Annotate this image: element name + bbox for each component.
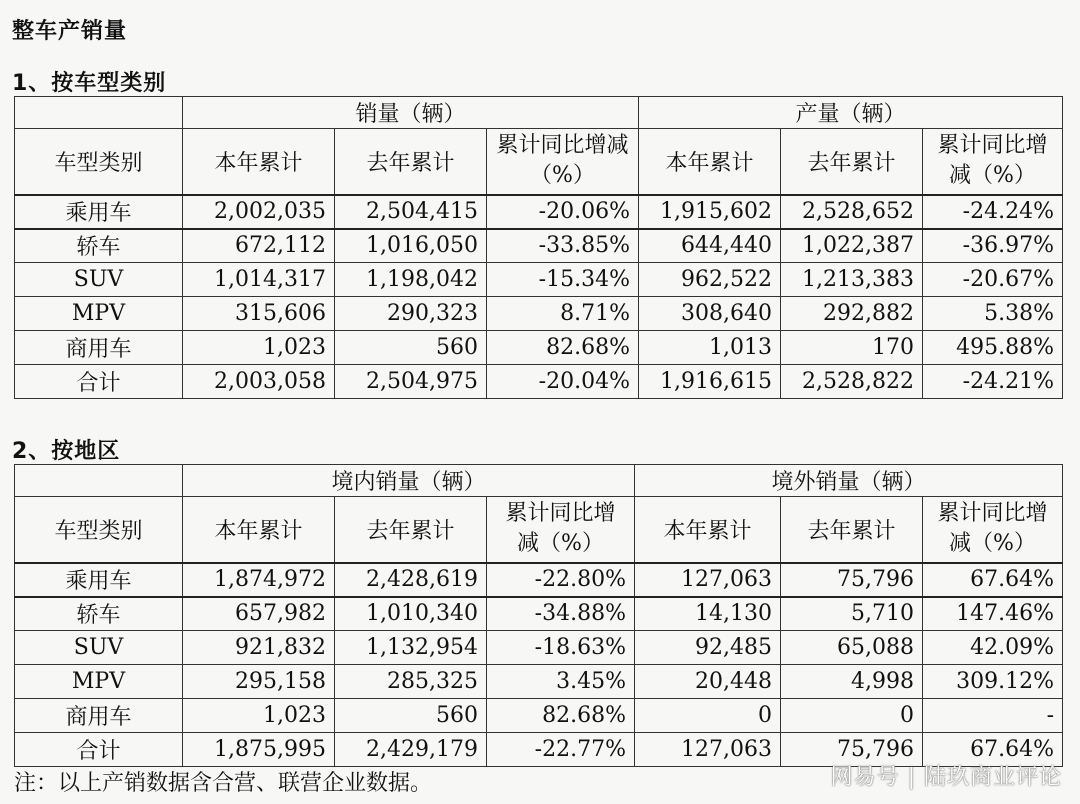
table-cell: 170 (781, 331, 923, 365)
section-title-by-region: 2、按地区 (12, 439, 121, 464)
table-cell: -15.34% (487, 263, 639, 297)
table-cell: 5,710 (781, 597, 923, 631)
table-cell: 2,429,179 (335, 733, 487, 767)
column-header: 去年累计 (781, 497, 923, 563)
column-header: 本年累计 (639, 129, 781, 195)
table-row (15, 665, 1063, 699)
table-cell: 2,003,058 (183, 365, 335, 399)
table-cell: 4,998 (781, 665, 923, 699)
table-cell: 65,088 (781, 631, 923, 665)
table-cell: 560 (335, 699, 487, 733)
table-cell: 147.46% (923, 597, 1063, 631)
table-cell: 1,875,995 (183, 733, 335, 767)
table-cell: 0 (781, 699, 923, 733)
header-blank (15, 97, 183, 129)
table-cell: -20.06% (487, 195, 639, 229)
table-cell: 309.12% (923, 665, 1063, 699)
table-cell: 290,323 (335, 297, 487, 331)
table-cell: 75,796 (781, 563, 923, 597)
row-label: 乘用车 (15, 195, 183, 229)
column-header: 本年累计 (183, 497, 335, 563)
table-row (15, 297, 1063, 331)
table-cell: 92,485 (635, 631, 781, 665)
row-label: 乘用车 (15, 563, 183, 597)
column-header: 累计同比增减（%） (923, 497, 1063, 563)
row-label: 轿车 (15, 229, 183, 263)
table-row (15, 699, 1063, 733)
table-cell: 2,504,415 (335, 195, 487, 229)
table-cell: 962,522 (639, 263, 781, 297)
column-header: 车型类别 (15, 129, 183, 195)
table-cell: 295,158 (183, 665, 335, 699)
table-cell: -20.04% (487, 365, 639, 399)
table-by-vehicle-type (14, 96, 1063, 399)
table-cell: 657,982 (183, 597, 335, 631)
group-header-sales: 销量（辆） (183, 97, 639, 129)
table-cell: 14,130 (635, 597, 781, 631)
table-cell: 1,023 (183, 699, 335, 733)
row-label: MPV (15, 665, 183, 699)
table-row (15, 365, 1063, 399)
table-row (15, 631, 1063, 665)
table-by-region (14, 464, 1063, 767)
table-cell: 1,010,340 (335, 597, 487, 631)
page-title: 整车产销量 (12, 19, 128, 44)
table-row (15, 331, 1063, 365)
row-label: SUV (15, 631, 183, 665)
table-cell: 82.68% (487, 699, 635, 733)
table-cell: 42.09% (923, 631, 1063, 665)
section-title-by-type: 1、按车型类别 (12, 71, 167, 96)
table-cell: 3.45% (487, 665, 635, 699)
row-label: 商用车 (15, 699, 183, 733)
table-cell: 2,428,619 (335, 563, 487, 597)
group-header-production: 产量（辆） (639, 97, 1063, 129)
table-cell: -22.80% (487, 563, 635, 597)
column-header: 累计同比增减（%） (487, 129, 639, 195)
table-row (15, 229, 1063, 263)
row-label: 商用车 (15, 331, 183, 365)
table-row (15, 195, 1063, 229)
row-label: MPV (15, 297, 183, 331)
table-cell: -24.24% (923, 195, 1063, 229)
table-cell: 644,440 (639, 229, 781, 263)
table-cell: - (923, 699, 1063, 733)
column-header: 累计同比增减（%） (923, 129, 1063, 195)
table-cell: 75,796 (781, 733, 923, 767)
group-header-overseas: 境外销量（辆） (635, 465, 1063, 497)
column-header: 本年累计 (635, 497, 781, 563)
header-blank (15, 465, 183, 497)
table-cell: 127,063 (635, 563, 781, 597)
table-cell: 921,832 (183, 631, 335, 665)
row-label: 合计 (15, 733, 183, 767)
table-row (15, 263, 1063, 297)
column-header: 去年累计 (781, 129, 923, 195)
table-cell: -36.97% (923, 229, 1063, 263)
table-cell: 1,198,042 (335, 263, 487, 297)
row-label: 合计 (15, 365, 183, 399)
table-cell: 1,023 (183, 331, 335, 365)
table-cell: -34.88% (487, 597, 635, 631)
table-cell: 1,213,383 (781, 263, 923, 297)
table-cell: 308,640 (639, 297, 781, 331)
table-cell: 8.71% (487, 297, 639, 331)
table-cell: -22.77% (487, 733, 635, 767)
table-cell: 292,882 (781, 297, 923, 331)
table-cell: -18.63% (487, 631, 635, 665)
table-cell: 1,013 (639, 331, 781, 365)
table-cell: 1,132,954 (335, 631, 487, 665)
table-cell: -20.67% (923, 263, 1063, 297)
table-cell: 1,016,050 (335, 229, 487, 263)
row-label: 轿车 (15, 597, 183, 631)
table-cell: 2,002,035 (183, 195, 335, 229)
table-cell: 672,112 (183, 229, 335, 263)
column-header: 累计同比增减（%） (487, 497, 635, 563)
table-row (15, 597, 1063, 631)
row-label: SUV (15, 263, 183, 297)
column-header: 本年累计 (183, 129, 335, 195)
table-cell: 5.38% (923, 297, 1063, 331)
watermark: 网易号 | 陆玖商业评论 (830, 765, 1062, 790)
table-cell: 2,504,975 (335, 365, 487, 399)
footnote: 注：以上产销数据含合营、联营企业数据。 (14, 771, 433, 796)
column-header: 车型类别 (15, 497, 183, 563)
table-cell: 1,915,602 (639, 195, 781, 229)
table-cell: 2,528,652 (781, 195, 923, 229)
column-header: 去年累计 (335, 497, 487, 563)
table-cell: 67.64% (923, 563, 1063, 597)
table-cell: 82.68% (487, 331, 639, 365)
table-cell: -24.21% (923, 365, 1063, 399)
table-cell: 1,874,972 (183, 563, 335, 597)
table-cell: 20,448 (635, 665, 781, 699)
table-row (15, 563, 1063, 597)
table-cell: -33.85% (487, 229, 639, 263)
table-cell: 560 (335, 331, 487, 365)
table-cell: 495.88% (923, 331, 1063, 365)
column-header: 去年累计 (335, 129, 487, 195)
table-cell: 127,063 (635, 733, 781, 767)
table-cell: 315,606 (183, 297, 335, 331)
table-cell: 67.64% (923, 733, 1063, 767)
table-cell: 1,022,387 (781, 229, 923, 263)
table-cell: 2,528,822 (781, 365, 923, 399)
table-cell: 1,916,615 (639, 365, 781, 399)
table-cell: 285,325 (335, 665, 487, 699)
table-cell: 0 (635, 699, 781, 733)
group-header-domestic: 境内销量（辆） (183, 465, 635, 497)
table-cell: 1,014,317 (183, 263, 335, 297)
